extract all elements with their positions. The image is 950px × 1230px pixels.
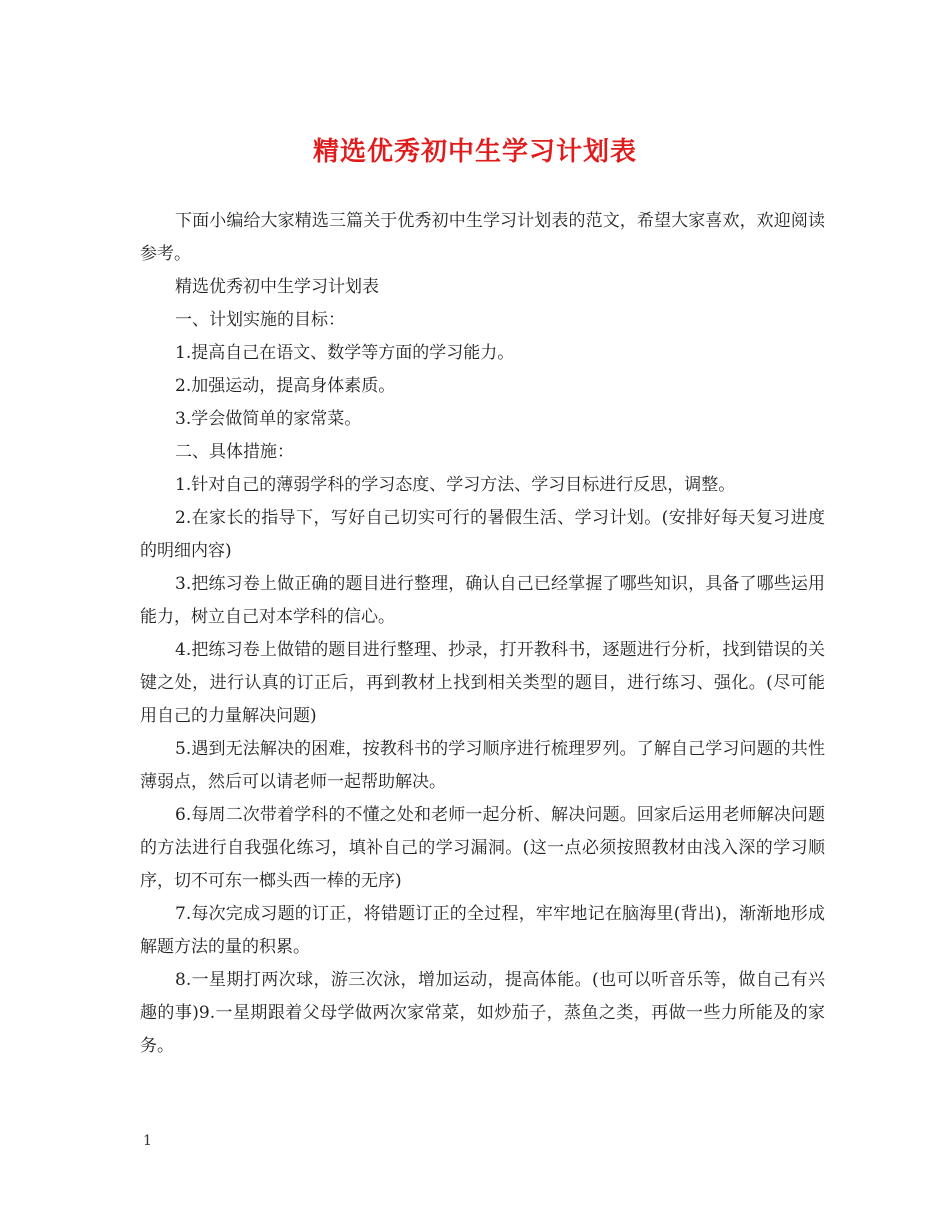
goal-item-2: 2.加强运动，提高身体素质。 [175, 376, 396, 396]
measure-item-5: 5.遇到无法解决的困难，按教科书的学习顺序进行梳理罗列。了解自己学习问题的共性薄弱点，然后可以请老师一起帮助解决。 [140, 739, 825, 792]
measure-item-1: 1.针对自己的薄弱学科的学习态度、学习方法、学习目标进行反思，调整。 [175, 475, 736, 495]
goal-item-3: 3.学会做简单的家常菜。 [175, 409, 362, 429]
measure-item-2: 2.在家长的指导下，写好自己切实可行的暑假生活、学习计划。(安排好每天复习进度的明细内容) [140, 508, 825, 561]
measures-heading: 二、具体措施： [175, 442, 294, 462]
measure-item-8: 8.一星期打两次球，游三次泳，增加运动，提高体能。(也可以听音乐等，做自己有兴趣的事)9.一星期跟着父母学做两次家常菜，如炒茄子，蒸鱼之类，再做一些力所能及的家务。 [140, 970, 825, 1056]
document-body [140, 205, 825, 1063]
goals-heading: 一、计划实施的目标： [175, 310, 345, 330]
measure-item-3: 3.把练习卷上做正确的题目进行整理，确认自己已经掌握了哪些知识，具备了哪些运用能力，树立自己对本学科的信心。 [140, 574, 825, 627]
measure-item-6: 6.每周二次带着学科的不懂之处和老师一起分析、解决问题。回家后运用老师解决问题的方法进行自我强化练习，填补自己的学习漏洞。(这一点必须按照教材由浅入深的学习顺序，切不可东一榔头西一棒的无序) [140, 805, 825, 891]
page-number: 1 [143, 1133, 152, 1149]
document-title: 精选优秀初中生学习计划表 [312, 137, 637, 167]
measure-item-4: 4.把练习卷上做错的题目进行整理、抄录，打开教科书，逐题进行分析，找到错误的关键之处，进行认真的订正后，再到教材上找到相关类型的题目，进行练习、强化。(尽可能用自己的力量解决问题) [140, 640, 825, 726]
goal-item-1: 1.提高自己在语文、数学等方面的学习能力。 [175, 343, 515, 363]
measure-item-7: 7.每次完成习题的订正，将错题订正的全过程，牢牢地记在脑海里(背出)，渐渐地形成解题方法的量的积累。 [140, 904, 825, 957]
intro-paragraph: 下面小编给大家精选三篇关于优秀初中生学习计划表的范文，希望大家喜欢，欢迎阅读参考。 [140, 211, 825, 264]
section-heading: 精选优秀初中生学习计划表 [175, 277, 379, 297]
